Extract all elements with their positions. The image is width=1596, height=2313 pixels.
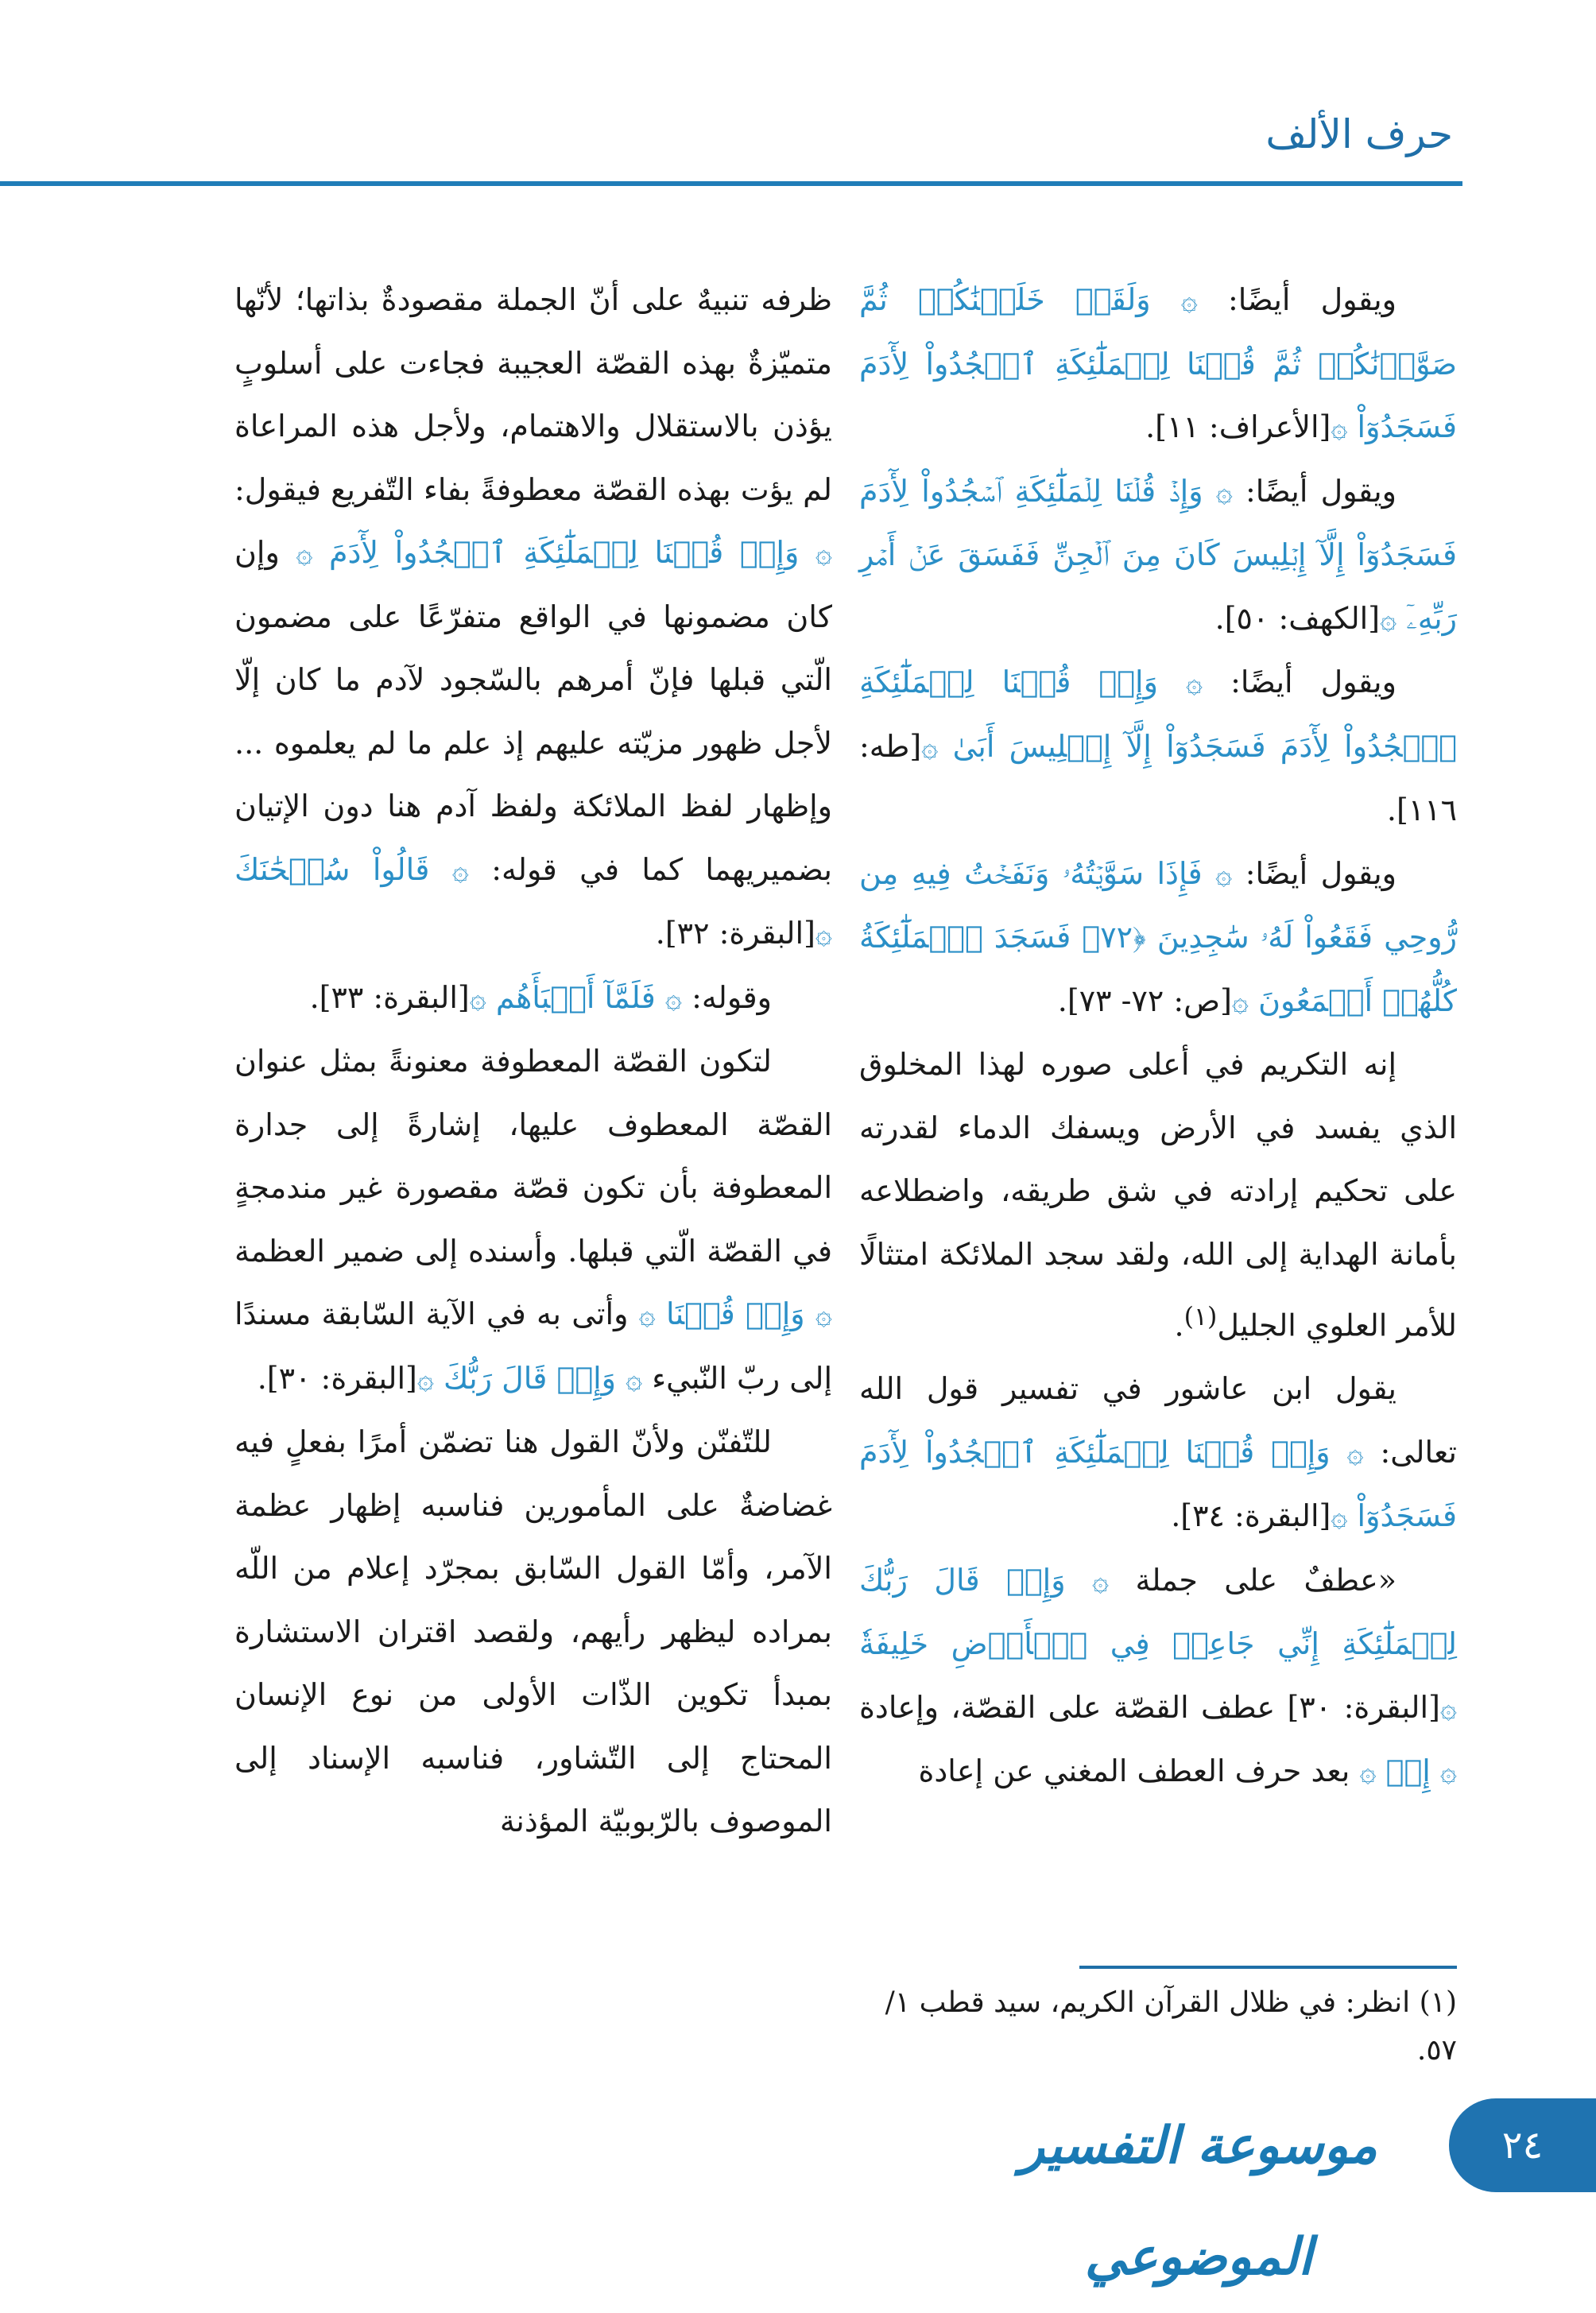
quran-verse: إِذۡ [1385, 1753, 1431, 1789]
verse-reference: [ص: ٧٢- ٧٣]. [1057, 982, 1232, 1018]
paragraph: ويقول أيضًا: ۞ فَإِذَا سَوَّيۡتُهُۥ وَنَفَخۡتُ فِيهِ مِن رُّوحِي فَقَعُواْ لَهُۥ سَٰجِدِينَ ﴿٧٢﴾ فَسَجَدَ ٱلۡمَلَٰٓئِكَةُ كُلُّهُمۡ أَجۡمَعُونَ ۞[ص: ٧٢- ٧٣]. [859, 855, 1457, 1018]
series-title-logo: موسوعة التفسير الموضوعي [1020, 2116, 1377, 2287]
quran-verse: وَإِذۡ قُلۡنَا لِلۡمَلَٰٓئِكَةِ ٱسۡجُدُواْ لِأٓدَمَ [328, 535, 800, 570]
quran-verse: وَلَقَدۡ خَلَقۡنَٰكُمۡ ثُمَّ صَوَّرۡنَٰكُمۡ ثُمَّ قُلۡنَا لِلۡمَلَٰٓئِكَةِ ٱسۡجُدُواْ لِأٓدَمَ فَسَجَدُوٓاْ [859, 282, 1457, 444]
paragraph: للتّفنّن ولأنّ القول هنا تضمّن أمرًا بفعلٍ فيه غضاضةٌ على المأمورين فناسبه إظهار عظمة الآمر، وأمّا القول السّابق بمجرّد إعلام من اللّه بمراده ليظهر رأيهم، ولقصد اقتران الاستشارة بمبدأ تكوين الذّات الأولى من نوع الإنسان المحتاج إلى التّشاور، فناسبه الإسناد إلى الموصوف بالرّبوبيّة المؤذنة [234, 1424, 832, 1838]
ornament-close-icon: ۞ [815, 918, 832, 951]
verse-reference: [البقرة: ٣٣]. [309, 979, 470, 1015]
ornament-close-icon: ۞ [416, 1362, 434, 1396]
paragraph: ويقول أيضًا: ۞ وَإِذۡ قُلۡنَا لِلۡمَلَٰٓئِكَةِ ٱسۡجُدُواْ لِأٓدَمَ فَسَجَدُوٓاْ إِلَّآ إِبۡلِيسَ كَانَ مِنَ ٱلۡجِنِّ فَفَسَقَ عَنۡ أَمۡرِ رَبِّهِۦٓ ۞[الكهف: ٥٠]. [859, 473, 1457, 636]
ornament-close-icon: ۞ [469, 982, 486, 1015]
quran-verse: وَإِذۡ قُلۡنَا لِلۡمَلَٰٓئِكَةِ ٱسۡجُدُواْ لِأٓدَمَ فَسَجَدُوٓاْ إِلَّآ إِبۡلِيسَ أَبَىٰ [859, 664, 1457, 764]
right-column [859, 269, 1457, 1804]
verse-reference: [طه: ١١٦]. [859, 728, 1457, 827]
paragraph: ويقول أيضًا: ۞ وَلَقَدۡ خَلَقۡنَٰكُمۡ ثُمَّ صَوَّرۡنَٰكُمۡ ثُمَّ قُلۡنَا لِلۡمَلَٰٓئِكَةِ ٱسۡجُدُواْ لِأٓدَمَ فَسَجَدُوٓاْ ۞[الأعراف: ١١]. [859, 282, 1457, 444]
ornament-close-icon: ۞ [921, 730, 939, 764]
left-column [234, 269, 832, 1854]
verse-reference: [البقرة: ٣٢]. [655, 916, 815, 951]
quran-verse: وَإِذۡ قُلۡنَا لِلۡمَلَٰٓئِكَةِ ٱسۡجُدُواْ لِأٓدَمَ فَسَجَدُوٓاْ إِلَّآ إِبۡلِيسَ كَانَ مِنَ ٱلۡجِنِّ فَفَسَقَ عَنۡ أَمۡرِ رَبِّهِۦٓ [859, 473, 1457, 636]
paragraph: ظرفه تنبيهٌ على أنّ الجملة مقصودةٌ بذاتها؛ لأنّها متميّزةٌ بهذه القصّة العجيبة فجاءت على أسلوبٍ يؤذن بالاستقلال والاهتمام، ولأجل هذه المراعاة لم يؤت بهذه القصّة معطوفةً بفاء التّفريع فيقول: ۞ وَإِذۡ قُلۡنَا لِلۡمَلَٰٓئِكَةِ ٱسۡجُدُواْ لِأٓدَمَ ۞ وإن كان مضمونها في الواقع متفرّعًا على مضمون الّتي قبلها فإنّ أمرهم بالسّجود لآدم ما كان إلّا لأجل ظهور مزيّته عليهم إذ علم ما لم يعلموه ... وإظهار لفظ الملائكة ولفظ آدم هنا دون الإتيان بضميريهما كما في قوله: ۞ قَالُواْ سُبۡحَٰنَكَ ۞[البقرة: ٣٢]. [234, 282, 832, 951]
footnote-marker[interactable]: (١) [1183, 1303, 1218, 1331]
ornament-open-icon: ۞ [626, 1362, 643, 1396]
quran-verse: وَإِذۡ قَالَ رَبُّكَ لِلۡمَلَٰٓئِكَةِ إِنِّي جَاعِلٞ فِي ٱلۡأَرۡضِ خَلِيفَةٗ [859, 1562, 1457, 1662]
ornament-open-icon: ۞ [1215, 475, 1233, 509]
ornament-open-icon: ۞ [815, 537, 832, 570]
quran-verse: فَإِذَا سَوَّيۡتُهُۥ وَنَفَخۡتُ فِيهِ مِن رُّوحِي فَقَعُواْ لَهُۥ سَٰجِدِينَ ﴿٧٢﴾ فَسَجَدَ ٱلۡمَلَٰٓئِكَةُ كُلُّهُمۡ أَجۡمَعُونَ [859, 855, 1457, 1018]
ornament-open-icon: ۞ [1439, 1756, 1457, 1789]
paragraph: ويقول أيضًا: ۞ وَإِذۡ قُلۡنَا لِلۡمَلَٰٓئِكَةِ ٱسۡجُدُواْ لِأٓدَمَ فَسَجَدُوٓاْ إِلَّآ إِبۡلِيسَ أَبَىٰ ۞[طه: ١١٦]. [859, 664, 1457, 827]
ornament-close-icon: ۞ [1231, 985, 1249, 1018]
ornament-close-icon: ۞ [1331, 412, 1348, 444]
paragraph: إنه التكريم في أعلى صوره لهذا المخلوق الذي يفسد في الأرض ويسفك الدماء لقدرته على تحكيم إرادته في شق طريقه، واضطلاعه بأمانة الهداية إلى الله، ولقد سجد الملائكة امتثالًا للأمر العلوي الجليل$^{(١)}$. [859, 1047, 1457, 1343]
paragraph: لتكون القصّة المعطوفة معنونةً بمثل عنوان القصّة المعطوف عليها، إشارةً إلى جدارة المعطوفة بأن تكون قصّة مقصورة غير مندمجةٍ في القصّة الّتي قبلها. وأسنده إلى ضمير العظمة ۞ وَإِذۡ قُلۡنَا ۞ وأتى به في الآية السّابقة مسندًا إلى ربّ النّبيء ۞ وَإِذۡ قَالَ رَبُّكَ ۞[البقرة: ٣٠]. [234, 1044, 832, 1396]
ornament-open-icon: ۞ [1185, 667, 1203, 699]
verse-reference: [الكهف: ٥٠]. [1214, 600, 1381, 636]
quran-verse: وَإِذۡ قُلۡنَا لِلۡمَلَٰٓئِكَةِ ٱسۡجُدُواْ لِأٓدَمَ فَسَجَدُوٓاْ [859, 1434, 1457, 1534]
ornament-open-icon: ۞ [1180, 285, 1198, 317]
paragraph: يقول ابن عاشور في تفسير قول الله تعالى: ۞ وَإِذۡ قُلۡنَا لِلۡمَلَٰٓئِكَةِ ٱسۡجُدُواْ لِأٓدَمَ فَسَجَدُوٓاْ ۞[البقرة: ٣٤]. [859, 1371, 1457, 1534]
ornament-close-icon: ۞ [296, 537, 313, 570]
verse-reference: [البقرة: ٣٤]. [1171, 1498, 1331, 1534]
ornament-close-icon: ۞ [1439, 1691, 1457, 1725]
quran-verse: قَالُواْ سُبۡحَٰنَكَ [234, 851, 430, 887]
ornament-open-icon: ۞ [664, 982, 683, 1015]
ornament-close-icon: ۞ [638, 1299, 656, 1331]
footnote-rule [1079, 1966, 1457, 1969]
paragraph: وقوله: ۞ فَلَمَّآ أَنۢبَأَهُم ۞[البقرة: ٣٣]. [309, 979, 772, 1015]
ornament-open-icon: ۞ [815, 1299, 832, 1331]
footnote: (١) انظر: في ظلال القرآن الكريم، سيد قطب ١/ ٥٧. [885, 1986, 1457, 2067]
header-rule [0, 181, 1462, 186]
ornament-close-icon: ۞ [1359, 1756, 1377, 1789]
ornament-open-icon: ۞ [1091, 1564, 1110, 1598]
quran-verse: وَإِذۡ قُلۡنَا [666, 1296, 805, 1331]
ornament-open-icon: ۞ [451, 854, 469, 887]
ornament-close-icon: ۞ [1380, 602, 1397, 636]
quran-verse: وَإِذۡ قَالَ رَبُّكَ [444, 1360, 617, 1396]
quran-verse: فَلَمَّآ أَنۢبَأَهُم [495, 979, 656, 1015]
ornament-open-icon: ۞ [1346, 1436, 1364, 1470]
paragraph: «عطفٌ على جملة ۞ وَإِذۡ قَالَ رَبُّكَ لِلۡمَلَٰٓئِكَةِ إِنِّي جَاعِلٞ فِي ٱلۡأَرۡضِ خَلِيفَةٗ ۞[البقرة: ٣٠] عطف القصّة على القصّة، وإعادة ۞ إِذۡ ۞ بعد حرف العطف المغني عن إعادة [859, 1562, 1457, 1789]
page-number: ٢٤ [1449, 2098, 1596, 2192]
verse-reference: [الأعراف: ١١]. [1145, 409, 1331, 444]
verse-reference: [البقرة: ٣٠]. [257, 1360, 417, 1396]
ornament-open-icon: ۞ [1215, 858, 1233, 891]
ornament-close-icon: ۞ [1331, 1501, 1348, 1534]
header-title: حرف الألف [1265, 111, 1453, 157]
